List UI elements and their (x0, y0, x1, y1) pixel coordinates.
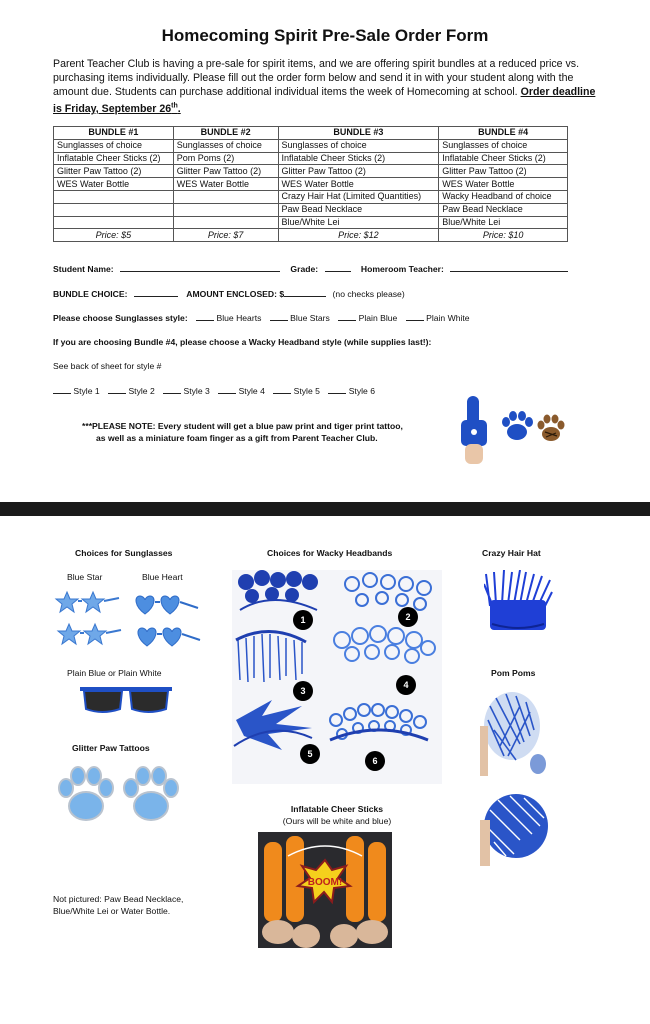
grade-field[interactable] (325, 263, 351, 272)
amount-field[interactable] (284, 288, 326, 297)
homeroom-field[interactable] (450, 263, 568, 272)
table-cell: WES Water Bottle (278, 178, 439, 191)
pom-poms-blue-image (480, 790, 550, 866)
glitter-paw-tattoos-image (54, 766, 184, 828)
table-cell (173, 216, 278, 229)
order-deadline: Order deadline is Friday, September 26th. (53, 86, 596, 116)
style-3-option: Style 3 (183, 386, 210, 396)
style-4-option: Style 4 (238, 386, 265, 396)
wacky-headbands-image (232, 570, 442, 784)
style-choices-line (53, 385, 375, 396)
intro-text: Parent Teacher Club is having a pre-sale for spirit items, and we are offering spirit bundles at a reduced price vs. purchasing items individually. Please fill out the order form below and send it in with your student along with the amount due. Students can purchase additional individual items the week of Homecoming at school. (53, 58, 580, 99)
table-cell: WES Water Bottle (439, 178, 568, 191)
see-back-note: See back of sheet for style # (53, 361, 162, 371)
table-cell: Crazy Hair Hat (Limited Quantities) (278, 190, 439, 203)
bundle-choice-field[interactable] (134, 288, 178, 297)
blue-stars-field[interactable] (270, 312, 288, 321)
style-1-option: Style 1 (73, 386, 100, 396)
plain-white-field[interactable] (406, 312, 424, 321)
table-cell: Sunglasses of choice (278, 139, 439, 152)
style-5-option: Style 5 (293, 386, 320, 396)
tiger-paw-tattoo-image (536, 414, 566, 444)
style-1-field[interactable] (53, 385, 71, 394)
bundle-2-header: BUNDLE #2 (173, 127, 278, 140)
bundle-choice-label: BUNDLE CHOICE: (53, 289, 128, 299)
bundle-table (53, 126, 568, 242)
crazy-hair-hat-image (484, 570, 554, 634)
blue-stars-option: Blue Stars (290, 313, 330, 323)
tattoos-title: Glitter Paw Tattoos (72, 743, 150, 753)
blue-hearts-field[interactable] (196, 312, 214, 321)
blue-heart-sunglasses-image (130, 588, 202, 652)
blue-paw-tattoo-image (500, 410, 534, 442)
boom-text: BOOM! (307, 877, 343, 888)
table-row (54, 152, 568, 165)
cheer-sticks-title: Inflatable Cheer Sticks (290, 804, 384, 814)
plain-blue-option: Plain Blue (358, 313, 398, 323)
headbands-title: Choices for Wacky Headbands (267, 548, 393, 558)
table-cell: Sunglasses of choice (439, 139, 568, 152)
table-cell: Inflatable Cheer Sticks (2) (278, 152, 439, 165)
price-row (54, 229, 568, 242)
table-cell: Glitter Paw Tattoo (2) (54, 165, 174, 178)
table-cell: Glitter Paw Tattoo (2) (439, 165, 568, 178)
table-cell: Glitter Paw Tattoo (2) (278, 165, 439, 178)
headband-number-2: 2 (398, 607, 418, 627)
note-line-1: ***PLEASE NOTE: Every student will get a blue paw print and tiger print tattoo, (82, 421, 403, 431)
table-cell: Paw Bead Necklace (278, 203, 439, 216)
style-3-field[interactable] (163, 385, 181, 394)
headband-number-3: 3 (293, 681, 313, 701)
no-checks-note: (no checks please) (332, 289, 405, 299)
bundle-3-header: BUNDLE #3 (278, 127, 439, 140)
blue-hearts-option: Blue Hearts (216, 313, 262, 323)
bundle-4-header: BUNDLE #4 (439, 127, 568, 140)
table-row (54, 165, 568, 178)
style-6-option: Style 6 (348, 386, 375, 396)
sunglasses-style-line (53, 312, 470, 323)
bundle-2-price: Price: $7 (173, 229, 278, 242)
please-note (82, 421, 462, 444)
table-cell: Inflatable Cheer Sticks (2) (439, 152, 568, 165)
student-name-label: Student Name: (53, 264, 114, 274)
homeroom-label: Homeroom Teacher: (360, 264, 444, 274)
style-2-option: Style 2 (128, 386, 155, 396)
table-cell: WES Water Bottle (173, 178, 278, 191)
table-cell: Blue/White Lei (278, 216, 439, 229)
table-cell (54, 203, 174, 216)
table-cell: Glitter Paw Tattoo (2) (173, 165, 278, 178)
pom-poms-blue-white-image (480, 686, 550, 776)
table-row (54, 139, 568, 152)
table-cell (54, 216, 174, 229)
blue-star-caption: Blue Star (67, 572, 103, 582)
table-cell: Inflatable Cheer Sticks (2) (54, 152, 174, 165)
headband-number-6: 6 (365, 751, 385, 771)
table-row (54, 190, 568, 203)
plain-sunglasses-caption: Plain Blue or Plain White (67, 668, 162, 678)
table-cell (173, 203, 278, 216)
headband-number-5: 5 (300, 744, 320, 764)
amount-label: AMOUNT ENCLOSED: $ (186, 289, 285, 299)
sunglasses-title: Choices for Sunglasses (75, 548, 173, 558)
pom-poms-title: Pom Poms (491, 668, 536, 678)
table-cell: Paw Bead Necklace (439, 203, 568, 216)
table-cell: Blue/White Lei (439, 216, 568, 229)
grade-label: Grade: (290, 264, 319, 274)
page-divider (0, 502, 650, 516)
headband-number-4: 4 (396, 675, 416, 695)
cheer-sticks-illustration (258, 832, 392, 948)
style-2-field[interactable] (108, 385, 126, 394)
bundle-3-price: Price: $12 (278, 229, 439, 242)
table-cell: Pom Poms (2) (173, 152, 278, 165)
bundle-1-header: BUNDLE #1 (54, 127, 174, 140)
headband-number-1: 1 (293, 610, 313, 630)
table-row (54, 203, 568, 216)
note-line-2: as well as a miniature foam finger as a gift from Parent Teacher Club. (96, 432, 378, 443)
plain-white-option: Plain White (426, 313, 470, 323)
table-header-row (54, 127, 568, 140)
choices-page (0, 516, 650, 1024)
intro-paragraph (53, 57, 601, 116)
bundle-4-price: Price: $10 (439, 229, 568, 242)
table-cell: Wacky Headband of choice (439, 190, 568, 203)
order-form-page (0, 0, 650, 500)
style-4-field[interactable] (218, 385, 236, 394)
table-cell: WES Water Bottle (54, 178, 174, 191)
plain-sunglasses-image (78, 681, 174, 717)
student-info-line (53, 263, 568, 274)
cheer-sticks-image (258, 832, 392, 948)
plain-blue-field[interactable] (338, 312, 356, 321)
style-6-field[interactable] (328, 385, 346, 394)
not-pictured-note: Not pictured: Paw Bead Necklace, Blue/White Lei or Water Bottle. (53, 894, 184, 916)
style-5-field[interactable] (273, 385, 291, 394)
table-row (54, 178, 568, 191)
student-name-field[interactable] (120, 263, 280, 272)
page-title: Homecoming Spirit Pre-Sale Order Form (161, 26, 489, 45)
table-cell: Sunglasses of choice (173, 139, 278, 152)
bundle-1-price: Price: $5 (54, 229, 174, 242)
table-cell (173, 190, 278, 203)
hair-hat-title: Crazy Hair Hat (482, 548, 541, 558)
sunglasses-prompt: Please choose Sunglasses style: (53, 313, 188, 323)
blue-heart-caption: Blue Heart (142, 572, 183, 582)
cheer-sticks-subtitle: (Ours will be white and blue) (282, 816, 392, 826)
table-cell: Sunglasses of choice (54, 139, 174, 152)
table-row (54, 216, 568, 229)
foam-finger-image (455, 396, 495, 464)
table-cell (54, 190, 174, 203)
headband-prompt: If you are choosing Bundle #4, please choose a Wacky Headband style (while supplies last!): (53, 337, 432, 347)
bundle-choice-line (53, 288, 405, 299)
blue-star-sunglasses-image (53, 586, 123, 654)
